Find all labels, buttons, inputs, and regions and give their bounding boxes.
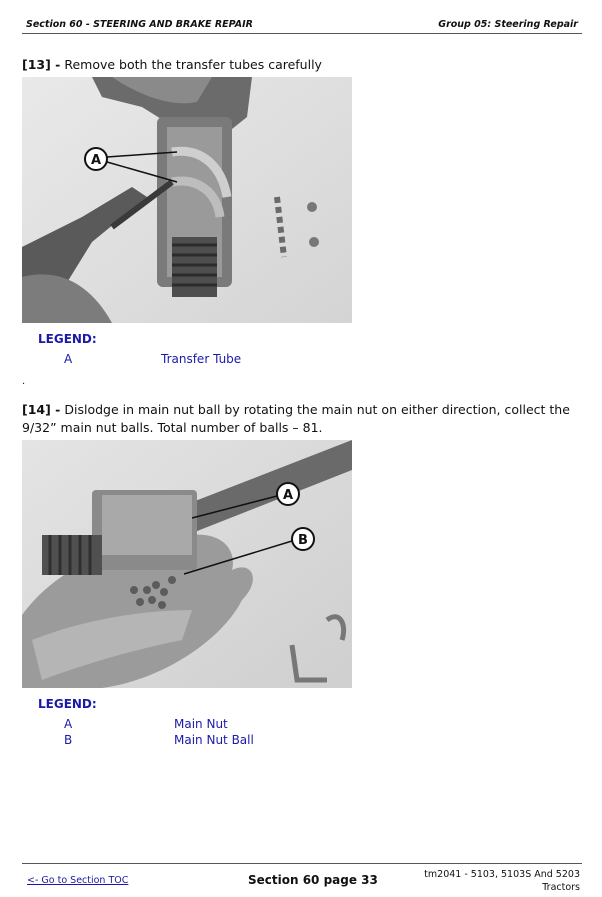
step-13-number: [13] - [22,57,61,72]
separator-dot: . [22,376,26,387]
callout-label-b: B [298,533,308,548]
callout-label-a: A [90,153,102,168]
step-14-number: [14] - [22,402,61,417]
transfer-tube-photo [22,77,352,323]
legend-value-14b: Main Nut Ball [174,733,254,747]
callout-label-a: A [282,488,294,503]
legend-key-14a: A [64,717,73,731]
section-title: Section 60 - STEERING AND BRAKE REPAIR [26,19,253,30]
group-title: Group 05: Steering Repair [438,19,578,30]
legend-key-13a: A [64,352,73,366]
step-14-instruction [22,401,587,437]
page-header [22,15,582,34]
document-reference-line1: tm2041 - 5103, 5103S And 5203 [424,869,580,880]
main-nut-photo [22,440,352,688]
legend-title-13: LEGEND: [38,332,97,346]
document-reference [424,868,580,894]
page-number: Section 60 page 33 [248,873,378,887]
legend-key-14b: B [64,733,73,747]
legend-value-13a: Transfer Tube [161,352,242,366]
legend-value-14a: Main Nut [174,717,228,731]
go-to-section-toc-link[interactable]: <- Go to Section TOC [27,875,129,886]
step-14-text: Dislodge in main nut ball by rotating the main nut on either direction, collect the 9/32” main nut balls. Total number of balls – 81. [22,402,570,435]
footer-divider [22,863,582,864]
step-13-text: Remove both the transfer tubes carefully [64,57,322,72]
step-13-instruction [22,56,587,74]
legend-title-14: LEGEND: [38,697,97,711]
document-reference-line2: Tractors [542,882,580,893]
